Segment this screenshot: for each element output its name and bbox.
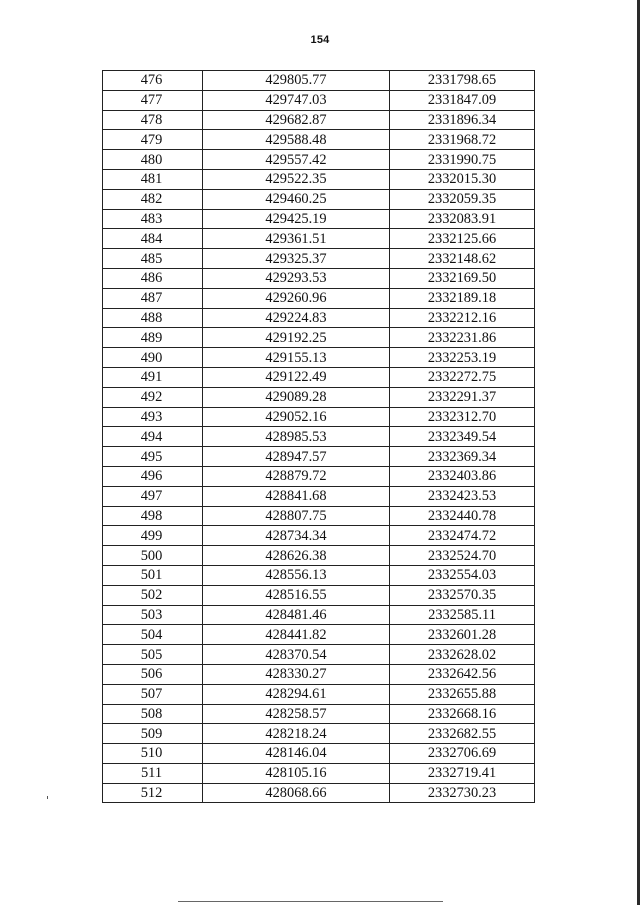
coordinate-table: [102, 70, 535, 803]
table-row: [103, 169, 535, 189]
y-coordinate-cell: 2332148.62: [390, 249, 535, 269]
x-coordinate-cell: 428258.57: [203, 704, 390, 724]
y-coordinate-cell: 2332169.50: [390, 268, 535, 288]
y-coordinate-cell: 2331968.72: [390, 130, 535, 150]
y-coordinate-cell: 2332524.70: [390, 546, 535, 566]
x-coordinate-cell: 428947.57: [203, 447, 390, 467]
table-row: [103, 704, 535, 724]
y-coordinate-cell: 2331798.65: [390, 71, 535, 91]
row-number-cell: 493: [103, 407, 203, 427]
row-number-cell: 507: [103, 684, 203, 704]
y-coordinate-cell: 2332668.16: [390, 704, 535, 724]
row-number-cell: 485: [103, 249, 203, 269]
y-coordinate-cell: 2332083.91: [390, 209, 535, 229]
x-coordinate-cell: 429293.53: [203, 268, 390, 288]
y-coordinate-cell: 2332272.75: [390, 367, 535, 387]
table-row: [103, 466, 535, 486]
row-number-cell: 488: [103, 308, 203, 328]
y-coordinate-cell: 2332212.16: [390, 308, 535, 328]
x-coordinate-cell: 429089.28: [203, 387, 390, 407]
table-row: [103, 229, 535, 249]
row-number-cell: 508: [103, 704, 203, 724]
table-row: [103, 724, 535, 744]
table-row: [103, 546, 535, 566]
row-number-cell: 509: [103, 724, 203, 744]
y-coordinate-cell: 2332628.02: [390, 645, 535, 665]
table-row: [103, 308, 535, 328]
row-number-cell: 480: [103, 150, 203, 170]
x-coordinate-cell: 428516.55: [203, 585, 390, 605]
y-coordinate-cell: 2331847.09: [390, 90, 535, 110]
table-row: [103, 189, 535, 209]
x-coordinate-cell: 428218.24: [203, 724, 390, 744]
row-number-cell: 482: [103, 189, 203, 209]
table-row: [103, 110, 535, 130]
row-number-cell: 503: [103, 605, 203, 625]
table-row: [103, 427, 535, 447]
scan-edge-bottom: [178, 901, 443, 902]
row-number-cell: 483: [103, 209, 203, 229]
table-row: [103, 387, 535, 407]
table-row: [103, 684, 535, 704]
row-number-cell: 476: [103, 71, 203, 91]
scan-speck: [47, 796, 48, 799]
x-coordinate-cell: 428330.27: [203, 664, 390, 684]
row-number-cell: 512: [103, 783, 203, 803]
table-row: [103, 526, 535, 546]
x-coordinate-cell: 428807.75: [203, 506, 390, 526]
table-row: [103, 348, 535, 368]
x-coordinate-cell: 429682.87: [203, 110, 390, 130]
page-number: 154: [310, 34, 330, 46]
table-row: [103, 90, 535, 110]
y-coordinate-cell: 2332125.66: [390, 229, 535, 249]
table-row: [103, 209, 535, 229]
y-coordinate-cell: 2332585.11: [390, 605, 535, 625]
row-number-cell: 491: [103, 367, 203, 387]
x-coordinate-cell: 429522.35: [203, 169, 390, 189]
y-coordinate-cell: 2332719.41: [390, 763, 535, 783]
x-coordinate-cell: 428105.16: [203, 763, 390, 783]
x-coordinate-cell: 428441.82: [203, 625, 390, 645]
row-number-cell: 497: [103, 486, 203, 506]
y-coordinate-cell: 2332474.72: [390, 526, 535, 546]
y-coordinate-cell: 2332570.35: [390, 585, 535, 605]
row-number-cell: 496: [103, 466, 203, 486]
table-row: [103, 605, 535, 625]
x-coordinate-cell: 429425.19: [203, 209, 390, 229]
table-row: [103, 585, 535, 605]
y-coordinate-cell: 2332231.86: [390, 328, 535, 348]
coordinate-table-body: [103, 71, 535, 803]
row-number-cell: 510: [103, 744, 203, 764]
table-row: [103, 367, 535, 387]
y-coordinate-cell: 2331990.75: [390, 150, 535, 170]
x-coordinate-cell: 429155.13: [203, 348, 390, 368]
x-coordinate-cell: 428556.13: [203, 565, 390, 585]
x-coordinate-cell: 428626.38: [203, 546, 390, 566]
row-number-cell: 500: [103, 546, 203, 566]
y-coordinate-cell: 2332189.18: [390, 288, 535, 308]
x-coordinate-cell: 429460.25: [203, 189, 390, 209]
table-row: [103, 645, 535, 665]
table-row: [103, 664, 535, 684]
row-number-cell: 505: [103, 645, 203, 665]
y-coordinate-cell: 2332291.37: [390, 387, 535, 407]
table-row: [103, 288, 535, 308]
table-row: [103, 328, 535, 348]
y-coordinate-cell: 2332440.78: [390, 506, 535, 526]
x-coordinate-cell: 429325.37: [203, 249, 390, 269]
table-row: [103, 407, 535, 427]
row-number-cell: 499: [103, 526, 203, 546]
table-row: [103, 506, 535, 526]
row-number-cell: 477: [103, 90, 203, 110]
y-coordinate-cell: 2332642.56: [390, 664, 535, 684]
x-coordinate-cell: 428294.61: [203, 684, 390, 704]
table-row: [103, 625, 535, 645]
table-row: [103, 744, 535, 764]
row-number-cell: 481: [103, 169, 203, 189]
y-coordinate-cell: 2332682.55: [390, 724, 535, 744]
row-number-cell: 479: [103, 130, 203, 150]
y-coordinate-cell: 2332059.35: [390, 189, 535, 209]
row-number-cell: 486: [103, 268, 203, 288]
x-coordinate-cell: 429361.51: [203, 229, 390, 249]
x-coordinate-cell: 428481.46: [203, 605, 390, 625]
row-number-cell: 494: [103, 427, 203, 447]
x-coordinate-cell: 428146.04: [203, 744, 390, 764]
row-number-cell: 495: [103, 447, 203, 467]
x-coordinate-cell: 428879.72: [203, 466, 390, 486]
y-coordinate-cell: 2332423.53: [390, 486, 535, 506]
table-row: [103, 130, 535, 150]
y-coordinate-cell: 2332554.03: [390, 565, 535, 585]
table-row: [103, 783, 535, 803]
row-number-cell: 490: [103, 348, 203, 368]
table-row: [103, 447, 535, 467]
row-number-cell: 478: [103, 110, 203, 130]
row-number-cell: 502: [103, 585, 203, 605]
row-number-cell: 498: [103, 506, 203, 526]
y-coordinate-cell: 2332312.70: [390, 407, 535, 427]
x-coordinate-cell: 428734.34: [203, 526, 390, 546]
x-coordinate-cell: 429224.83: [203, 308, 390, 328]
y-coordinate-cell: 2332253.19: [390, 348, 535, 368]
x-coordinate-cell: 429588.48: [203, 130, 390, 150]
x-coordinate-cell: 429192.25: [203, 328, 390, 348]
row-number-cell: 489: [103, 328, 203, 348]
y-coordinate-cell: 2332730.23: [390, 783, 535, 803]
x-coordinate-cell: 429122.49: [203, 367, 390, 387]
row-number-cell: 492: [103, 387, 203, 407]
table-row: [103, 71, 535, 91]
y-coordinate-cell: 2332015.30: [390, 169, 535, 189]
x-coordinate-cell: 429747.03: [203, 90, 390, 110]
y-coordinate-cell: 2332403.86: [390, 466, 535, 486]
table-row: [103, 763, 535, 783]
x-coordinate-cell: 429557.42: [203, 150, 390, 170]
table-row: [103, 486, 535, 506]
table-row: [103, 268, 535, 288]
row-number-cell: 484: [103, 229, 203, 249]
x-coordinate-cell: 428985.53: [203, 427, 390, 447]
x-coordinate-cell: 428370.54: [203, 645, 390, 665]
table-row: [103, 565, 535, 585]
y-coordinate-cell: 2332601.28: [390, 625, 535, 645]
x-coordinate-cell: 429052.16: [203, 407, 390, 427]
table-row: [103, 249, 535, 269]
x-coordinate-cell: 429260.96: [203, 288, 390, 308]
row-number-cell: 504: [103, 625, 203, 645]
table-row: [103, 150, 535, 170]
y-coordinate-cell: 2331896.34: [390, 110, 535, 130]
row-number-cell: 487: [103, 288, 203, 308]
y-coordinate-cell: 2332369.34: [390, 447, 535, 467]
row-number-cell: 506: [103, 664, 203, 684]
y-coordinate-cell: 2332706.69: [390, 744, 535, 764]
y-coordinate-cell: 2332349.54: [390, 427, 535, 447]
x-coordinate-cell: 428841.68: [203, 486, 390, 506]
x-coordinate-cell: 428068.66: [203, 783, 390, 803]
x-coordinate-cell: 429805.77: [203, 71, 390, 91]
y-coordinate-cell: 2332655.88: [390, 684, 535, 704]
row-number-cell: 501: [103, 565, 203, 585]
row-number-cell: 511: [103, 763, 203, 783]
